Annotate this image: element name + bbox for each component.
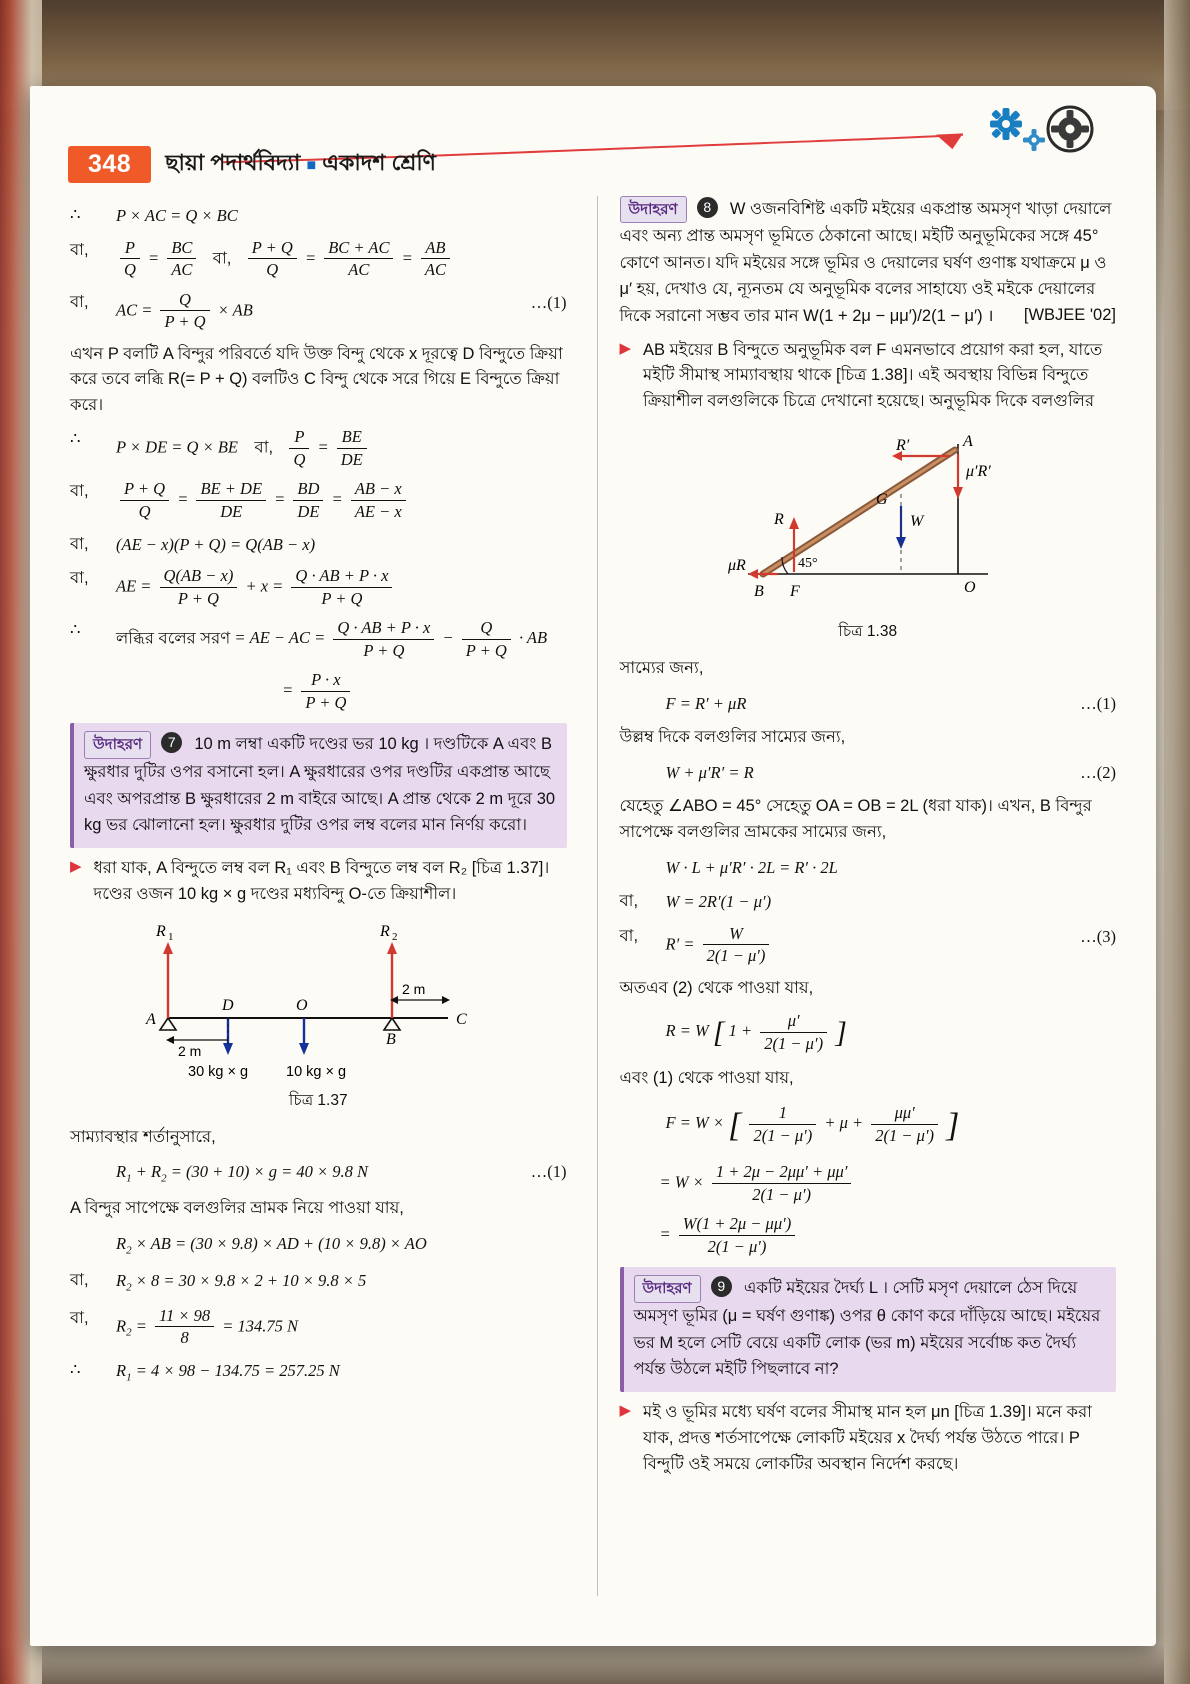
paragraph: এবং (1) থেকে পাওয়া যায়, [619,1068,794,1087]
svg-text:B: B [753,583,764,601]
svg-text:R: R [380,922,391,940]
equation-row: বা, W = 2R′(1 − μ′) [619,892,772,912]
left-column [70,196,585,1626]
class-label: একাদশ শ্রেণি [322,150,436,175]
svg-text:C: C [456,1010,467,1028]
example-chip: উদাহরণ [634,1275,701,1303]
equation-row: বা, AE = $\frac{Q(AB - x)}{P + Q}$ + x = $\frac{Q \cdot AB + P \cdot x}{P + Q}$ [70,566,567,609]
equation-row: ∴ P × AC = Q × BC [70,206,238,225]
equation-row: ∴ $R_1 = 4 \times 98 - 134.75 = 257.25$ N [70,1360,340,1384]
right-column [610,196,1117,1626]
svg-text:F: F [789,583,800,601]
equation-row: F = W × [ $\frac{1}{2(1 - \mu')}$ + μ + $\frac{\mu\mu'}{2(1 - \mu')}$ ] [665,1103,960,1145]
equation-tag: …(1) [530,292,567,312]
triangle-bullet-icon: ▶ [619,1403,632,1420]
svg-text:O: O [963,579,976,597]
example-chip: উদাহরণ [620,196,687,223]
figure-1-38 [658,424,1078,614]
example-text: একটি মইয়ের দৈর্ঘ্য L । সেটি মসৃণ দেয়ালে ঠেস দিয়ে অমসৃণ ভূমির (μ = ঘর্ষণ গুণাঙ্ক) ওপর θ কোণ করে দাঁড়িয়ে আছে। মইয়ের ভর M হলে সেটি বেয়ে একটি লোক (ভর m) মইয়ের সর্বোচ্চ কত দৈর্ঘ্য পর্যন্ত উঠলে মইটি পিছলাবে না? [633,1279,1101,1378]
equation-tag: …(1) [530,1162,567,1182]
scanned-page [30,86,1156,1646]
equation-row: $R_1 + R_2 = (30 + 10) \times g = 40 \times 9.8$ N …(1) [70,1159,567,1187]
solution-9-intro [620,1400,1117,1477]
paragraph: উল্লম্ব দিকে বলগুলির সাম্যের জন্য, [619,728,846,747]
equation-row: বা, $\frac{P}{Q}$ = $\frac{BC}{AC}$ বা, $\frac{P + Q}{Q}$ = $\frac{BC + AC}{AC}$ = $\frac{AB}{AC}$ [70,238,567,281]
svg-text:45°: 45° [797,556,818,572]
solution-7-intro [70,856,567,907]
gear-circle-icon [1048,107,1092,151]
svg-text:R′: R′ [895,437,910,455]
example-number: 9 [711,1276,732,1297]
gear-group [978,104,1098,171]
equation-row: = $\frac{P \cdot x}{P + Q}$ [70,670,567,713]
equation-row: $R_2$ × AB = (30 × 9.8) × AD + (10 × 9.8) × AO [116,1234,427,1257]
svg-text:R: R [156,922,167,940]
example-8-block [620,196,1117,330]
svg-text:10 kg × g: 10 kg × g [286,1063,347,1080]
example-number: 7 [161,732,182,753]
paragraph: যেহেতু ∠ABO = 45° সেহেতু OA = OB = 2L (ধরা যাক)। এখন, B বিন্দুর সাপেক্ষে বলগুলির ভ্রামকের সাম্যের জন্য, [619,797,1092,842]
svg-text:O: O [296,996,308,1014]
paragraph: সাম্যের জন্য, [619,659,704,678]
equation-row: W · L + μ′R′ · 2L = R′ · 2L [665,857,838,877]
svg-text:A: A [146,1010,157,1028]
paragraph: এখন P বলটি A বিন্দুর পরিবর্তে যদি উক্ত বিন্দু থেকে x দূরত্বে D বিন্দুতে ক্রিয়া করে তবে লব্ধি R(= P + Q) বলটিও C বিন্দু থেকে সরে গিয়ে E বিন্দুতে ক্রিয়া করে। [70,344,563,414]
svg-text:30 kg × g: 30 kg × g [188,1063,249,1080]
paragraph: ধরা যাক, A বিন্দুতে লম্ব বল R₁ এবং B বিন্দুতে লম্ব বল R₂ [চিত্র 1.37]। দণ্ডের ওজন 10 kg × g দণ্ডের মধ্যবিন্দু O-তে ক্রিয়াশীল। [93,859,550,903]
example-7-block [70,723,567,848]
svg-text:A: A [962,433,973,451]
book-title-block [165,146,436,183]
triangle-bullet-icon: ▶ [70,859,82,876]
example-text: W ওজনবিশিষ্ট একটি মইয়ের একপ্রান্ত অমসৃণ খাড়া দেয়ালে এবং অন্য প্রান্ত অমসৃণ ভূমিতে ঠেকানো আছে। মইটি অনুভূমিকের সঙ্গে 45° কোণে আনত। যদি মইয়ের সঙ্গে ভূমির ও দেয়ালের ঘর্ষণ গুণাঙ্ক যথাক্রমে μ ও μ′ হয়, দেখাও যে, ন্যূনতম যে অনুভূমিক বলের সাহায্যে ওই মইকে দেয়ালের দিকে সরানো সম্ভব তার মান W(1 + 2μ − μμ′)/2(1 − μ′) । [619,200,1112,325]
equation-row: R = W [ 1 + $\frac{\mu'}{2(1 - \mu')}$ ] [665,1011,847,1053]
example-text: 10 m লম্বা একটি দণ্ডের ভর 10 kg । দণ্ডটিকে A এবং B ক্ষুরধার দুটির ওপর বসানো হল। A ক্ষুরধারের ওপর দণ্ডটির একপ্রান্ত আছে এবং অপরপ্রান্ত B ক্ষুরধারের 2 m বাইরে আছে। A প্রান্ত থেকে 2 m দূরে 30 kg ভর ঝোলানো হল। ক্ষুরধার দুটির ওপর লম্ব বলের মান নির্ণয় করো। [84,735,556,835]
figure-caption: চিত্র 1.38 [838,623,898,641]
svg-text:2 m: 2 m [402,980,426,997]
gear-small-icon [1023,129,1045,151]
column-divider [597,196,598,1596]
square-icon: ■ [306,157,317,174]
example-9-block [620,1267,1117,1392]
equation-row: বা, $\frac{P + Q}{Q}$ = $\frac{BE + DE}{DE}$ = $\frac{BD}{DE}$ = $\frac{AB - x}{AE - x}$ [70,479,567,522]
svg-text:R: R [773,511,784,529]
paragraph: মই ও ভূমির মধ্যে ঘর্ষণ বলের সীমাস্থ মান হল μn [চিত্র 1.39]। মনে করা যাক, প্রদত্ত শর্তসাপেক্ষে লোকটি মইয়ের x দৈর্ঘ্য পর্যন্ত উঠতে পারে। P বিন্দুটি ওই সময়ে লোকটির অবস্থান নির্দেশ করছে। [643,1403,1092,1473]
svg-text:μR: μR [727,557,746,575]
paragraph: অতএব (2) থেকে পাওয়া যায়, [619,978,814,997]
paragraph: AB মইয়ের B বিন্দুতে অনুভূমিক বল F এমনভাবে প্রয়োগ করা হল, যাতে মইটি সীমাস্থ সাম্যাবস্থায় থাকে [চিত্র 1.38]। এই অবস্থায় বিভিন্ন বিন্দুতে ক্রিয়াশীল বলগুলিকে চিত্রে দেখানো হয়েছে। অনুভূমিক দিকে বলগুলির [643,340,1103,410]
paragraph: A বিন্দুর সাপেক্ষে বলগুলির ভ্রামক নিয়ে পাওয়া যায়, [70,1199,404,1218]
equation-row: বা, AC = $\frac{Q}{P + Q}$ × AB …(1) [70,289,567,332]
figure-1-37 [118,918,518,1083]
equation-row: বা, R′ = $\frac{W}{2(1 - \mu')}$ …(3) [619,923,1116,966]
triangle-bullet-icon: ▶ [619,340,632,357]
equation-row: = W × $\frac{1 + 2\mu - 2\mu\mu' + \mu\mu'}{2(1 - \mu')}$ [620,1162,1117,1205]
two-column-body [70,196,1116,1626]
equation-tag: …(1) [1080,693,1116,713]
page-header [68,146,436,183]
equation-row: F = R′ + μR …(1) [620,691,1117,717]
equation-row: ∴ P × DE = Q × BE বা, $\frac{P}{Q}$ = $\frac{BE}{DE}$ [70,427,567,470]
equation-tag: …(3) [1080,926,1116,946]
solution-8-intro [620,338,1117,415]
equation-row: W + μ′R′ = R …(2) [620,760,1117,786]
figure-caption: চিত্র 1.37 [288,1091,348,1109]
equation-row: ∴ লব্ধির বলের সরণ = AE − AC = $\frac{Q \cdot AB + P \cdot x}{P + Q}$ − $\frac{Q}{P + Q}$ · AB [70,618,548,660]
svg-text:2: 2 [392,930,398,943]
equation-row: বা, $R_2 \times 8 = 30 \times 9.8 \times 2 + 10 \times 9.8 \times 5$ [70,1271,367,1294]
equation-row: বা, (AE − x)(P + Q) = Q(AB − x) [70,534,316,554]
svg-text:D: D [222,996,234,1014]
svg-text:μ′R′: μ′R′ [965,463,991,481]
equation-row: = $\frac{W(1 + 2\mu - \mu\mu')}{2(1 - \mu')}$ [620,1214,1117,1257]
equation-tag: …(2) [1080,762,1116,782]
example-number: 8 [697,197,718,218]
svg-text:1: 1 [168,930,174,943]
svg-text:2 m: 2 m [178,1042,202,1059]
equation-row: বা, $R_2$ = $\frac{11 \times 98}{8}$ = 134.75 N [70,1305,299,1348]
right-edge-strip [1164,0,1190,1684]
paragraph: সাম্যাবস্থার শর্তানুসারে, [70,1127,216,1146]
example-chip: উদাহরণ [84,731,151,759]
gear-icon [990,108,1022,140]
svg-text:W: W [909,513,924,531]
svg-text:G: G [875,491,888,509]
svg-text:B: B [386,1030,397,1048]
book-title: ছায়া পদার্থবিদ্যা [165,150,301,175]
page-number: 348 [68,146,151,183]
example-source: [WBJEE '02] [1023,305,1116,324]
